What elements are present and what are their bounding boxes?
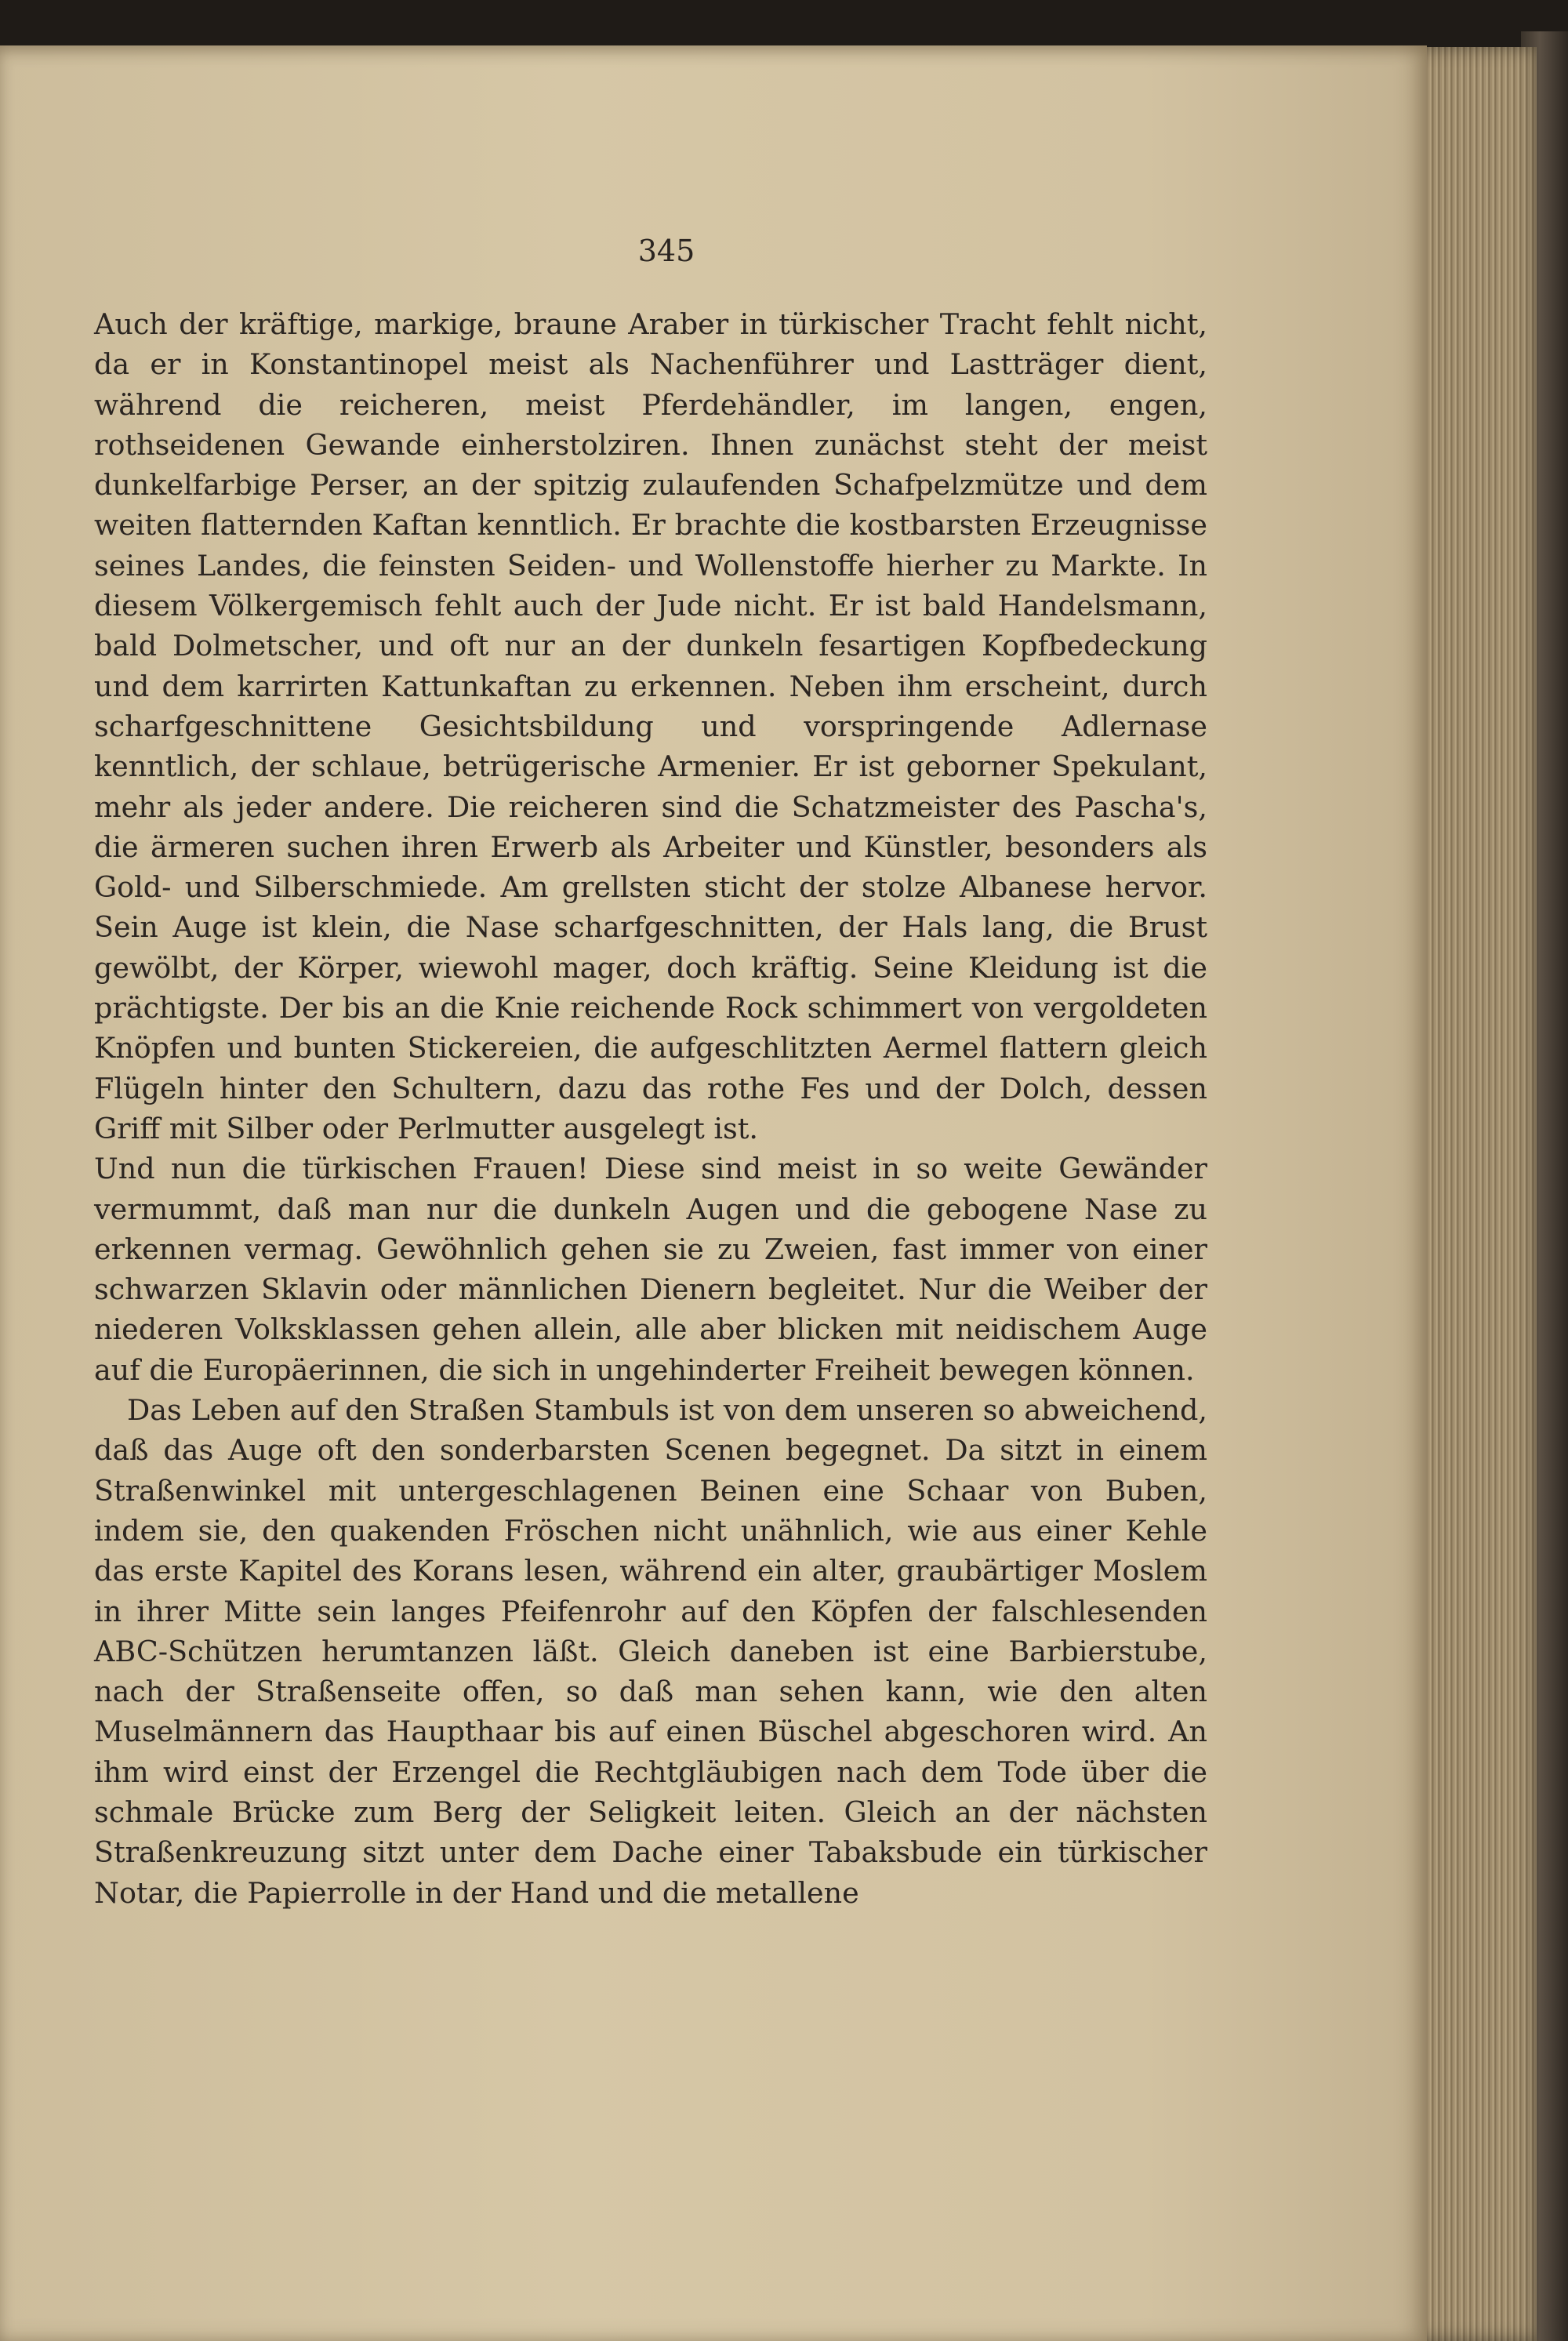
paragraph: Auch der kräftige, markige, braune Araber in türkischer Tracht fehlt nicht, da er in Konstantinopel meist als Nachenführer und Lastträger dient, während die reicheren, meist Pferdehändler, im langen, engen, rothseidenen Gewande einherstolziren. Ihnen zunächst steht der meist dunkelfarbige Perser, an der spitzig zulaufenden Schafpelzmütze und dem weiten flatternden Kaftan kenntlich. Er brachte die kostbarsten Erzeugnisse seines Landes, die feinsten Seiden- und Wollenstoffe hierher zu Markte. In diesem Völkergemisch fehlt auch der Jude nicht. Er ist bald Handelsmann, bald Dolmetscher, und oft nur an der dunkeln fesartigen Kopfbedeckung und dem karrirten Kattunkaftan zu erkennen. Neben ihm erscheint, durch scharfgeschnittene Gesichtsbildung und vorspringende Adlernase kenntlich, der schlaue, betrügerische Armenier. Er ist geborner Spekulant, mehr als jeder andere. Die reicheren sind die Schatzmeister des Pascha's, die ärmeren suchen ihren Erwerb als Arbeiter und Künstler, besonders als Gold- und Silberschmiede. Am grellsten sticht der stolze Albanese hervor. Sein Auge ist klein, die Nase scharfgeschnitten, der Hals lang, die Brust gewölbt, der Körper, wiewohl mager, doch kräftig. Seine Kleidung ist die prächtigste. Der bis an die Knie reichende Rock schimmert von vergoldeten Knöpfen und bunten Stickereien, die aufgeschlitzten Aermel flattern gleich Flügeln hinter den Schultern, dazu das rothe Fes und der Dolch, dessen Griff mit Silber oder Perlmutter ausgelegt ist. <box>94 307 1207 1145</box>
paragraph: Das Leben auf den Straßen Stambuls ist von dem unseren so abweichend, daß das Auge oft den sonderbarsten Scenen begegnet. Da sitzt in einem Straßenwinkel mit untergeschlagenen Beinen eine Schaar von Buben, indem sie, den quakenden Fröschen nicht unähnlich, wie aus einer Kehle das erste Kapitel des Korans lesen, während ein alter, graubärtiger Moslem in ihrer Mitte sein langes Pfeifenrohr auf den Köpfen der falschlesenden ABC-Schützen herumtanzen läßt. Gleich daneben ist eine Barbierstube, nach der Straßenseite offen, so daß man sehen kann, wie den alten Muselmännern das Haupthaar bis auf einen Büschel abgeschoren wird. An ihm wird einst der Erzengel die Rechtgläubigen nach dem Tode über die schmale Brücke zum Berg der Seligkeit leiten. Gleich an der nächsten Straßenkreuzung sitzt unter dem Dache einer Tabaksbude ein türkischer Notar, die Papierrolle in der Hand und die metallene <box>94 1393 1207 1910</box>
page-number: 345 <box>637 234 695 268</box>
body-text <box>94 304 1207 1913</box>
book-page <box>0 45 1427 2341</box>
paragraph: Und nun die türkischen Frauen! Diese sind meist in so weite Gewänder vermummt, daß man nur die dunkeln Augen und die gebogene Nase zu erkennen vermag. Gewöhnlich gehen sie zu Zweien, fast immer von einer schwarzen Sklavin oder männlichen Dienern begleitet. Nur die Weiber der niederen Volksklassen gehen allein, alle aber blicken mit neidischem Auge auf die Europäerinnen, die sich in ungehinderter Freiheit bewegen können. <box>94 1152 1207 1387</box>
